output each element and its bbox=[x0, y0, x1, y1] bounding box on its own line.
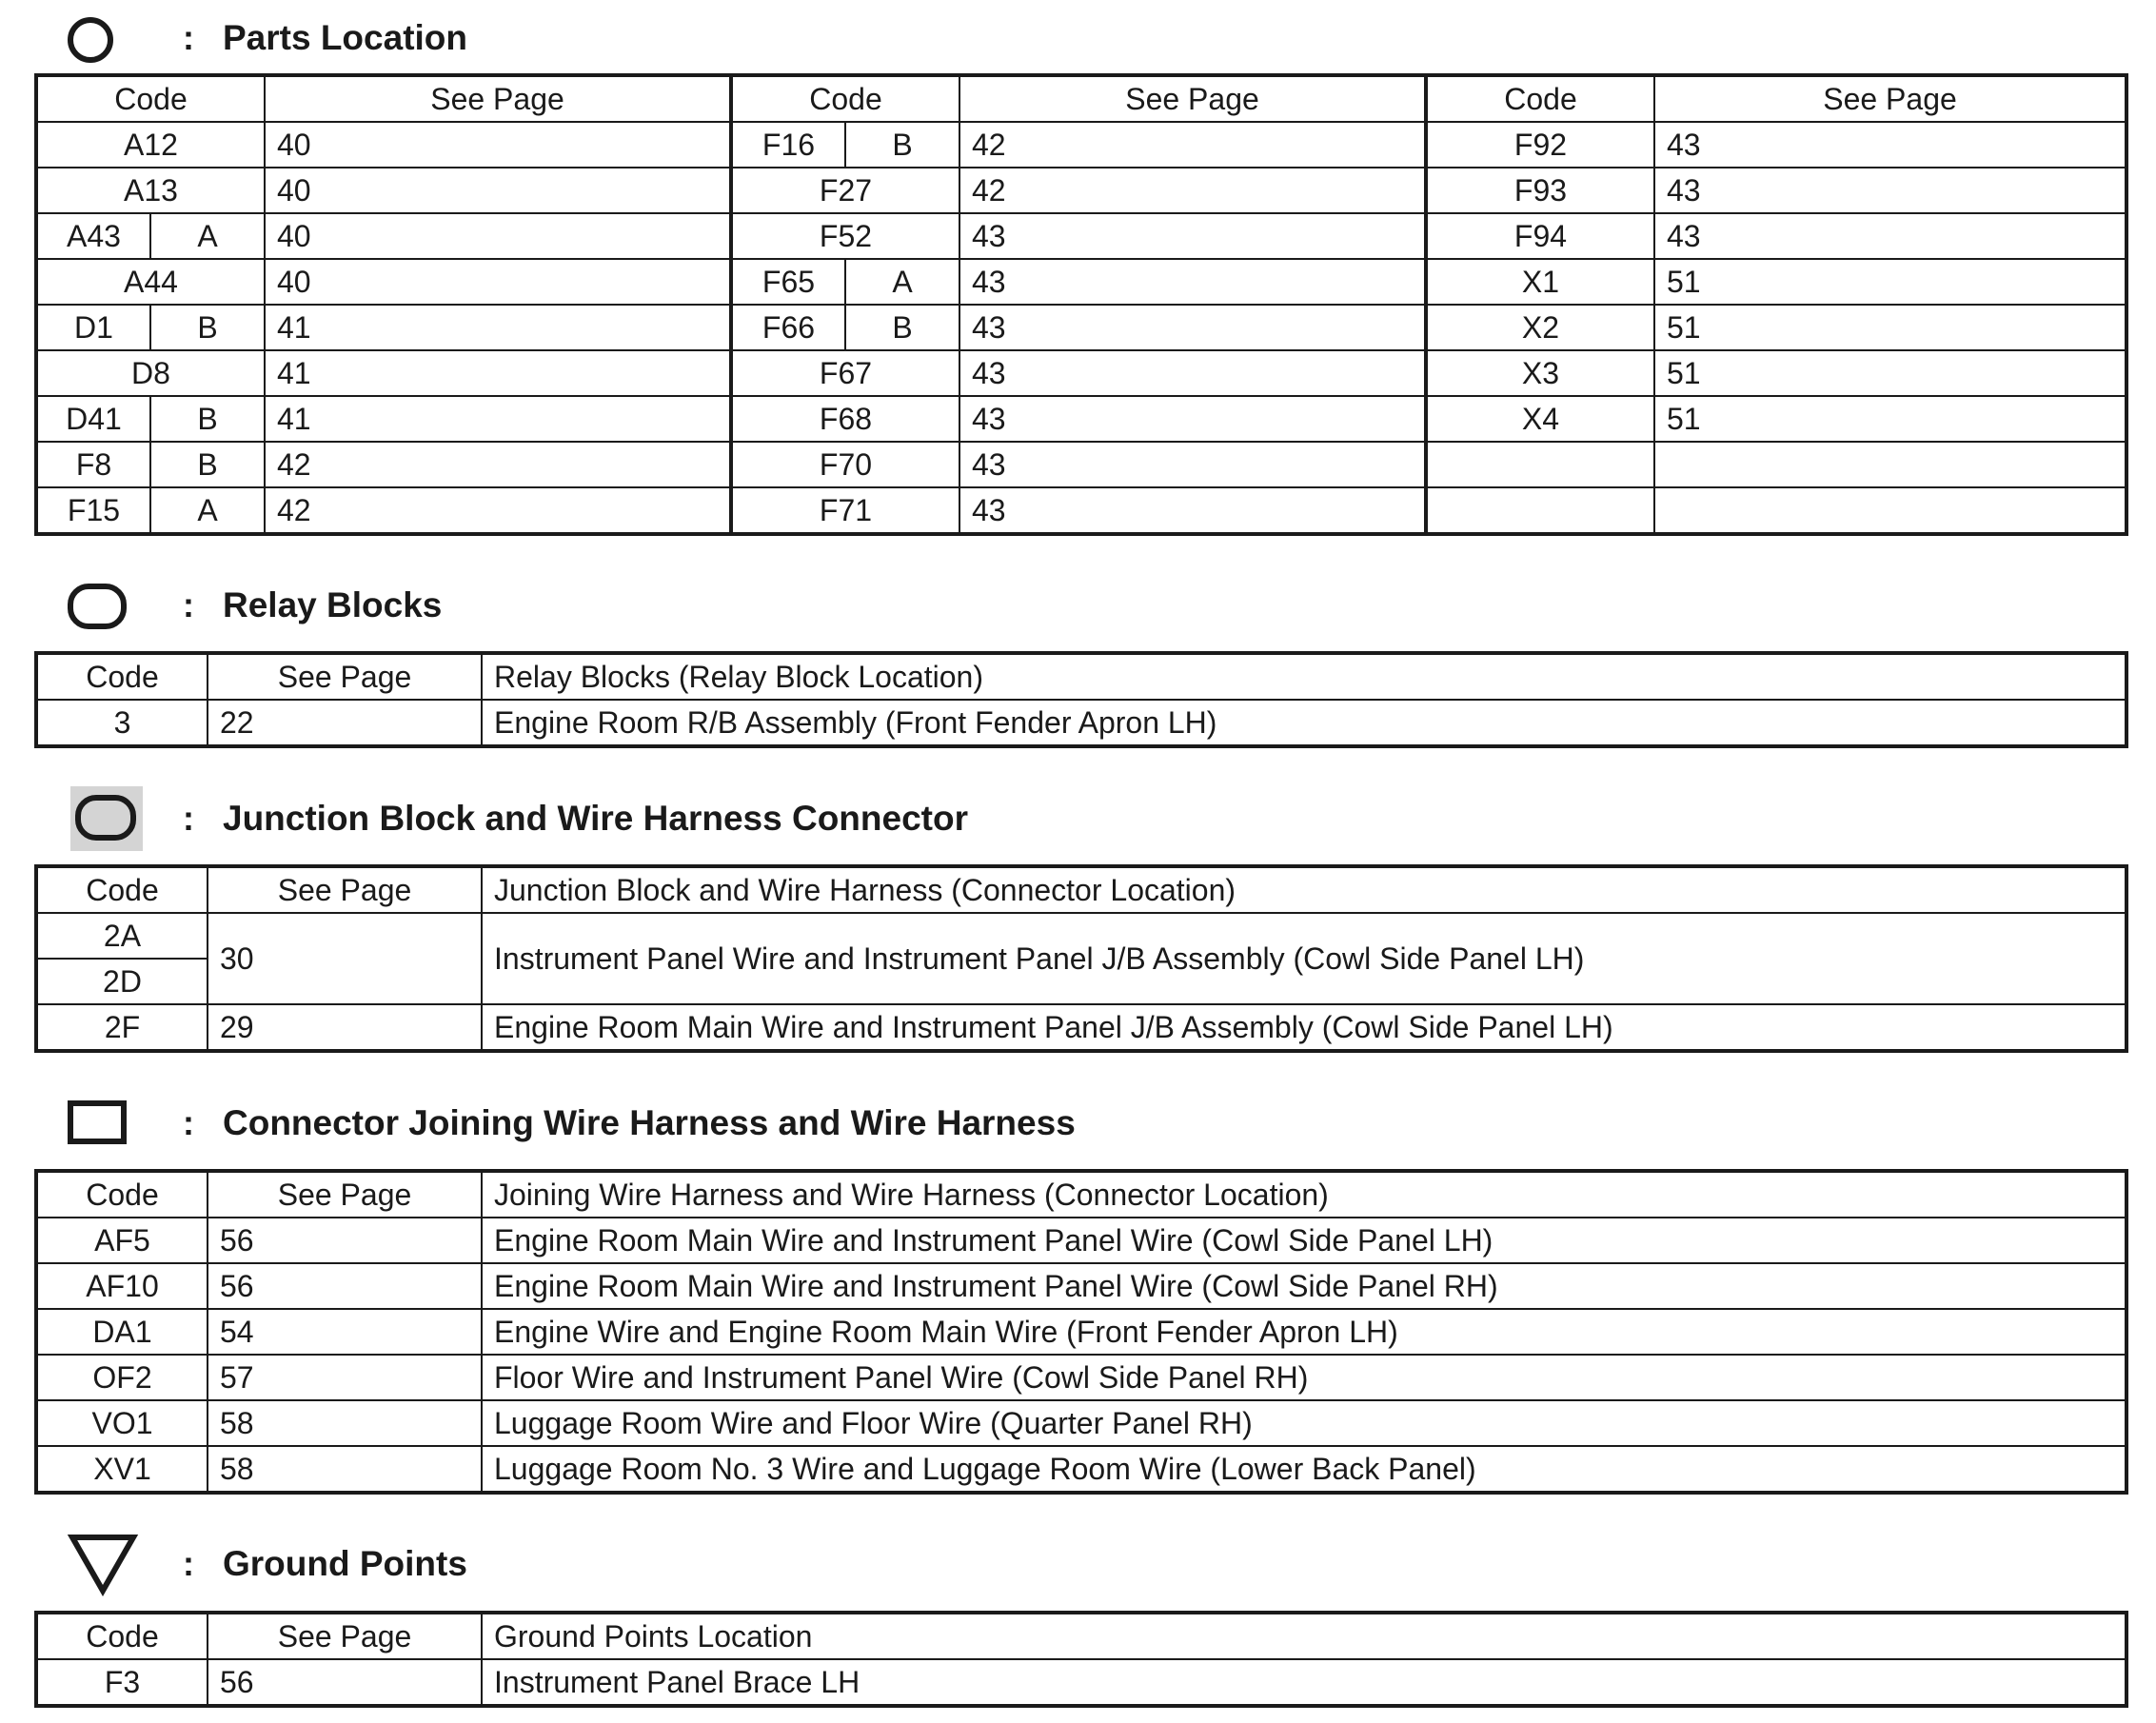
table-row bbox=[36, 305, 2126, 350]
header-code: Code bbox=[731, 75, 959, 122]
code-cell: F71 bbox=[731, 487, 959, 534]
relay-blocks-table bbox=[34, 651, 2128, 748]
header-see-page: See Page bbox=[1654, 75, 2126, 122]
code-cell: D8 bbox=[36, 350, 265, 396]
table-header-row bbox=[36, 1613, 2126, 1659]
section-title: Relay Blocks bbox=[223, 585, 443, 624]
code-cell: F15 bbox=[36, 487, 150, 534]
code-cell: 3 bbox=[36, 700, 208, 746]
sub-code-cell: B bbox=[845, 305, 959, 350]
page-cell: 22 bbox=[208, 700, 482, 746]
header-code: Code bbox=[1426, 75, 1654, 122]
code-cell: F67 bbox=[731, 350, 959, 396]
code-cell: D41 bbox=[36, 396, 150, 442]
table-row bbox=[36, 487, 2126, 534]
sub-code-cell: B bbox=[150, 305, 265, 350]
ground-points-table bbox=[34, 1611, 2128, 1708]
page-cell: 40 bbox=[265, 259, 731, 305]
parts-location-table bbox=[34, 73, 2128, 536]
table-row bbox=[36, 913, 2126, 959]
table-header-row bbox=[36, 75, 2126, 122]
page-cell bbox=[1654, 487, 2126, 534]
description-cell: Luggage Room Wire and Floor Wire (Quarter Panel RH) bbox=[482, 1400, 2126, 1446]
code-cell: F8 bbox=[36, 442, 150, 487]
rounded-rectangle-icon bbox=[67, 583, 128, 630]
code-cell: F52 bbox=[731, 213, 959, 259]
code-cell: 2D bbox=[36, 959, 208, 1004]
sub-code-cell: B bbox=[150, 442, 265, 487]
page-cell: 43 bbox=[1654, 168, 2126, 213]
table-row bbox=[36, 168, 2126, 213]
table-header-row bbox=[36, 1171, 2126, 1218]
description-cell: Floor Wire and Instrument Panel Wire (Cowl Side Panel RH) bbox=[482, 1355, 2126, 1400]
code-cell: F93 bbox=[1426, 168, 1654, 213]
sub-code-cell: A bbox=[150, 487, 265, 534]
code-cell: A13 bbox=[36, 168, 265, 213]
description-cell: Instrument Panel Wire and Instrument Panel J/B Assembly (Cowl Side Panel LH) bbox=[482, 913, 2126, 1004]
header-code: Code bbox=[36, 653, 208, 700]
sub-code-cell: A bbox=[150, 213, 265, 259]
code-cell: F66 bbox=[731, 305, 845, 350]
page-cell: 43 bbox=[959, 350, 1426, 396]
table-row bbox=[36, 1400, 2126, 1446]
page-cell: 30 bbox=[208, 913, 482, 1004]
code-cell: F94 bbox=[1426, 213, 1654, 259]
page-cell: 58 bbox=[208, 1400, 482, 1446]
section-title: Connector Joining Wire Harness and Wire Harness bbox=[223, 1103, 1076, 1142]
code-cell: 2F bbox=[36, 1004, 208, 1051]
circle-icon bbox=[67, 16, 114, 64]
header-code: Code bbox=[36, 1613, 208, 1659]
code-cell: XV1 bbox=[36, 1446, 208, 1493]
page-cell: 41 bbox=[265, 305, 731, 350]
code-cell: F27 bbox=[731, 168, 959, 213]
code-cell: X3 bbox=[1426, 350, 1654, 396]
page-cell: 51 bbox=[1654, 396, 2126, 442]
code-cell bbox=[1426, 487, 1654, 534]
table-row bbox=[36, 213, 2126, 259]
code-cell: F16 bbox=[731, 122, 845, 168]
junction-block-heading bbox=[67, 781, 1399, 857]
code-cell: F92 bbox=[1426, 122, 1654, 168]
page-cell: 51 bbox=[1654, 305, 2126, 350]
page-cell: 40 bbox=[265, 213, 731, 259]
page-cell: 42 bbox=[265, 487, 731, 534]
table-row bbox=[36, 1004, 2126, 1051]
code-cell: DA1 bbox=[36, 1309, 208, 1355]
header-see-page: See Page bbox=[265, 75, 731, 122]
code-cell: A12 bbox=[36, 122, 265, 168]
page-cell: 43 bbox=[959, 259, 1426, 305]
page-cell: 43 bbox=[959, 442, 1426, 487]
page-cell: 43 bbox=[959, 305, 1426, 350]
connector-joining-body bbox=[36, 1218, 2126, 1493]
description-cell: Luggage Room No. 3 Wire and Luggage Room Wire (Lower Back Panel) bbox=[482, 1446, 2126, 1493]
section-title: Parts Location bbox=[223, 18, 467, 57]
description-cell: Engine Room Main Wire and Instrument Panel Wire (Cowl Side Panel RH) bbox=[482, 1263, 2126, 1309]
header-see-page: See Page bbox=[208, 1171, 482, 1218]
page-cell: 43 bbox=[959, 396, 1426, 442]
page-cell: 29 bbox=[208, 1004, 482, 1051]
code-cell bbox=[1426, 442, 1654, 487]
code-cell: OF2 bbox=[36, 1355, 208, 1400]
code-cell: 2A bbox=[36, 913, 208, 959]
parts-location-heading bbox=[67, 0, 1399, 76]
table-row bbox=[36, 1218, 2126, 1263]
table-row bbox=[36, 1355, 2126, 1400]
header-description: Ground Points Location bbox=[482, 1613, 2126, 1659]
table-row bbox=[36, 1309, 2126, 1355]
table-row bbox=[36, 1446, 2126, 1493]
code-cell: A43 bbox=[36, 213, 150, 259]
page-cell: 56 bbox=[208, 1659, 482, 1706]
ground-points-heading bbox=[67, 1526, 1399, 1602]
page-cell: 40 bbox=[265, 168, 731, 213]
header-code: Code bbox=[36, 75, 265, 122]
table-header-row bbox=[36, 653, 2126, 700]
page-cell: 54 bbox=[208, 1309, 482, 1355]
parts-location-body bbox=[36, 122, 2126, 534]
code-cell: F65 bbox=[731, 259, 845, 305]
junction-block-table bbox=[34, 864, 2128, 1053]
code-cell: D1 bbox=[36, 305, 150, 350]
code-cell: A44 bbox=[36, 259, 265, 305]
page-cell: 42 bbox=[959, 122, 1426, 168]
page-cell bbox=[1654, 442, 2126, 487]
page-cell: 57 bbox=[208, 1355, 482, 1400]
page-cell: 51 bbox=[1654, 259, 2126, 305]
code-cell: X4 bbox=[1426, 396, 1654, 442]
header-description: Junction Block and Wire Harness (Connector Location) bbox=[482, 866, 2126, 913]
header-see-page: See Page bbox=[208, 866, 482, 913]
page-cell: 41 bbox=[265, 396, 731, 442]
page-cell: 43 bbox=[959, 213, 1426, 259]
header-description: Joining Wire Harness and Wire Harness (Connector Location) bbox=[482, 1171, 2126, 1218]
sub-code-cell: B bbox=[150, 396, 265, 442]
header-code: Code bbox=[36, 1171, 208, 1218]
shaded-rounded-rectangle-icon bbox=[67, 782, 147, 855]
page-cell: 58 bbox=[208, 1446, 482, 1493]
description-cell: Engine Room Main Wire and Instrument Panel Wire (Cowl Side Panel LH) bbox=[482, 1218, 2126, 1263]
code-cell: F70 bbox=[731, 442, 959, 487]
description-cell: Engine Room R/B Assembly (Front Fender Apron LH) bbox=[482, 700, 2126, 746]
page-cell: 56 bbox=[208, 1218, 482, 1263]
connector-joining-table bbox=[34, 1169, 2128, 1495]
sub-code-cell: B bbox=[845, 122, 959, 168]
page-cell: 43 bbox=[1654, 122, 2126, 168]
description-cell: Instrument Panel Brace LH bbox=[482, 1659, 2126, 1706]
table-row bbox=[36, 122, 2126, 168]
header-see-page: See Page bbox=[208, 653, 482, 700]
header-see-page: See Page bbox=[208, 1613, 482, 1659]
header-description: Relay Blocks (Relay Block Location) bbox=[482, 653, 2126, 700]
table-row bbox=[36, 442, 2126, 487]
heading-colon: : bbox=[183, 1544, 194, 1583]
triangle-down-icon bbox=[67, 1532, 139, 1596]
table-row bbox=[36, 259, 2126, 305]
code-cell: F3 bbox=[36, 1659, 208, 1706]
sub-code-cell: A bbox=[845, 259, 959, 305]
page-cell: 43 bbox=[1654, 213, 2126, 259]
description-cell: Engine Wire and Engine Room Main Wire (Front Fender Apron LH) bbox=[482, 1309, 2126, 1355]
page-cell: 41 bbox=[265, 350, 731, 396]
code-cell: AF10 bbox=[36, 1263, 208, 1309]
relay-blocks-heading bbox=[67, 567, 1399, 644]
description-cell: Engine Room Main Wire and Instrument Panel J/B Assembly (Cowl Side Panel LH) bbox=[482, 1004, 2126, 1051]
header-see-page: See Page bbox=[959, 75, 1426, 122]
heading-colon: : bbox=[183, 799, 194, 838]
page-cell: 42 bbox=[265, 442, 731, 487]
table-header-row bbox=[36, 866, 2126, 913]
table-row bbox=[36, 1659, 2126, 1706]
page-cell: 51 bbox=[1654, 350, 2126, 396]
code-cell: X2 bbox=[1426, 305, 1654, 350]
heading-colon: : bbox=[183, 1103, 194, 1142]
section-title: Ground Points bbox=[223, 1544, 467, 1583]
page-cell: 40 bbox=[265, 122, 731, 168]
heading-colon: : bbox=[183, 18, 194, 57]
rectangle-icon bbox=[67, 1099, 128, 1147]
code-cell: X1 bbox=[1426, 259, 1654, 305]
code-cell: AF5 bbox=[36, 1218, 208, 1263]
code-cell: VO1 bbox=[36, 1400, 208, 1446]
table-row bbox=[36, 700, 2126, 746]
table-row bbox=[36, 396, 2126, 442]
page-cell: 42 bbox=[959, 168, 1426, 213]
heading-colon: : bbox=[183, 585, 194, 624]
section-title: Junction Block and Wire Harness Connector bbox=[223, 799, 968, 838]
table-row bbox=[36, 1263, 2126, 1309]
table-row bbox=[36, 350, 2126, 396]
code-cell: F68 bbox=[731, 396, 959, 442]
header-code: Code bbox=[36, 866, 208, 913]
connector-joining-heading bbox=[67, 1085, 1399, 1161]
page-cell: 56 bbox=[208, 1263, 482, 1309]
page-cell: 43 bbox=[959, 487, 1426, 534]
